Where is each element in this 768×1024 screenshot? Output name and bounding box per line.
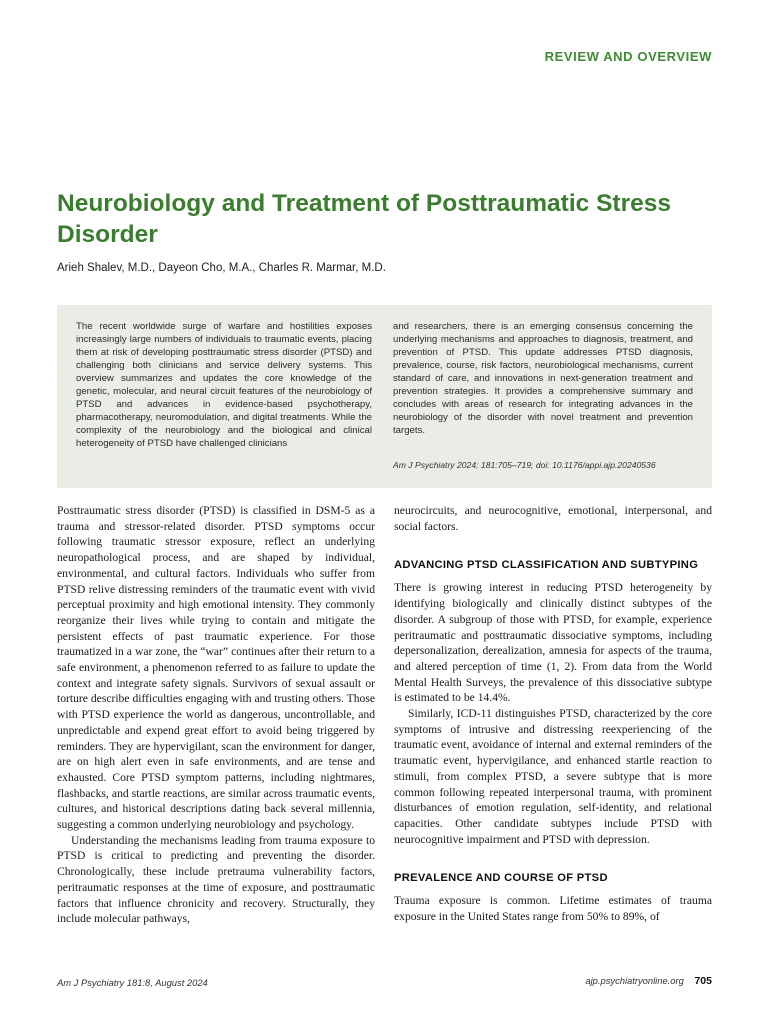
abstract-box [57, 305, 712, 488]
footer-url[interactable]: ajp.psychiatryonline.org [585, 975, 684, 986]
abstract-citation: Am J Psychiatry 2024; 181:705–719; doi: 10.1176/appi.ajp.20240536 [393, 460, 656, 470]
body-paragraph: Understanding the mechanisms leading from trauma exposure to PTSD is critical to predicting and preventing the disorder. Chronologically, these include pretrauma vulnerability factors, peritraumatic responses at the time of exposure, and posttraumatic factors that influence chronicity and recovery. Structurally, they include molecular pathways, [57, 833, 375, 926]
body-column-right [394, 503, 712, 925]
footer-journal: Am J Psychiatry 181:8, August 2024 [57, 977, 208, 988]
body-paragraph: Trauma exposure is common. Lifetime estimates of trauma exposure in the United States range from 50% to 89%, of [394, 894, 712, 924]
section-label: REVIEW AND OVERVIEW [544, 49, 712, 64]
body-paragraph: neurocircuits, and neurocognitive, emotional, interpersonal, and social factors. [394, 504, 712, 533]
body-column-left [57, 503, 375, 927]
footer-right [585, 975, 712, 987]
body-paragraph: Similarly, ICD-11 distinguishes PTSD, characterized by the core symptoms of intrusive and distressing reexperiencing of the traumatic event, avoidance of internal and external reminders of the traumatic event, hypervigilance, and enhanced startle reaction to stimuli, from complex PTSD, a severe subtype that is more common following repeated interpersonal trauma, with prominent disturbances of emotion regulation, self-identity, and relational capacities. Other candidate subtypes include PTSD with neurocognitive impairment and PTSD with depression. [394, 707, 712, 846]
article-title: Neurobiology and Treatment of Posttraumatic Stress Disorder [57, 190, 671, 248]
section-heading-classification: ADVANCING PTSD CLASSIFICATION AND SUBTYPING [394, 559, 699, 572]
abstract-text-right: and researchers, there is an emerging consensus concerning the underlying mechanisms and approaches to diagnosis, treatment, and prevention of PTSD. This update addresses PTSD diagnosis, prevalence, course, risk factors, neurobiological mechanisms, current standard of care, and innovations in next-generation treatment and prevention strategies. It provides a comprehensive summary and concludes with areas of research for integrating advances in the neurobiology of the disorder with novel treatment and prevention targets. [393, 321, 693, 437]
section-heading-prevalence: PREVALENCE AND COURSE OF PTSD [394, 872, 608, 885]
abstract-text-left: The recent worldwide surge of warfare and hostilities exposes increasingly large numbers of individuals to traumatic events, placing them at risk of developing posttraumatic stress disorder (PTSD) and challenging both clinicians and service delivery systems. This overview summarizes and updates the core knowledge of the genetic, molecular, and neural circuit features of the neurobiology of PTSD and advances in evidence-based psychotherapy, pharmacotherapy, neuromodulation, and digital treatments. While the complexity of the neurobiology and the biological and clinical heterogeneity of PTSD have challenged clinicians [76, 321, 372, 450]
page-number: 705 [694, 975, 712, 987]
body-paragraph: There is growing interest in reducing PTSD heterogeneity by identifying biologically and clinically distinct subtypes of the disorder. A subgroup of those with PTSD, for example, experience peritraumatic and posttraumatic dissociative symptoms, including depersonalization, derealization, amnesia for aspects of the trauma, and altered perception of time (1, 2). From data from the World Mental Health Surveys, the prevalence of this dissociative subtype is estimated to be 14.4%. [394, 581, 712, 705]
article-authors: Arieh Shalev, M.D., Dayeon Cho, M.A., Charles R. Marmar, M.D. [57, 262, 386, 274]
body-paragraph: Posttraumatic stress disorder (PTSD) is classified in DSM-5 as a trauma and stressor-related disorder. PTSD symptoms occur following traumatic stressor exposure, reflect an underlying neuropathological process, and are shaped by individual, environmental, and cultural factors. Individuals who suffer from PTSD relive distressing reminders of the traumatic event with vivid perceptual proximity and high emotional intensity. They commonly reorganize their lives while trying to contain and mitigate the persistent effects of past traumatic experience. For those traumatized in a war zone, the “war” continues after their return to a safe environment, a phenomenon referred to as failure to update the context and integrate safety signals. Survivors of sexual assault or torture describe difficulties engaging with and trusting others. Those with PTSD experience the world as dangerous, uncontrollable, and unpredictable and expend great effort to avoid being triggered by reminders. They are hypervigilant, scan the environment for danger, are on high alert even in safe environments, and are tense and exhausted. Core PTSD symptom patterns, including nightmares, flashbacks, and startle reactions, are similar across traumatic events, cultures, and historical descriptions dating back several millennia, suggesting a common underlying neurobiology and psychology. [57, 504, 375, 832]
